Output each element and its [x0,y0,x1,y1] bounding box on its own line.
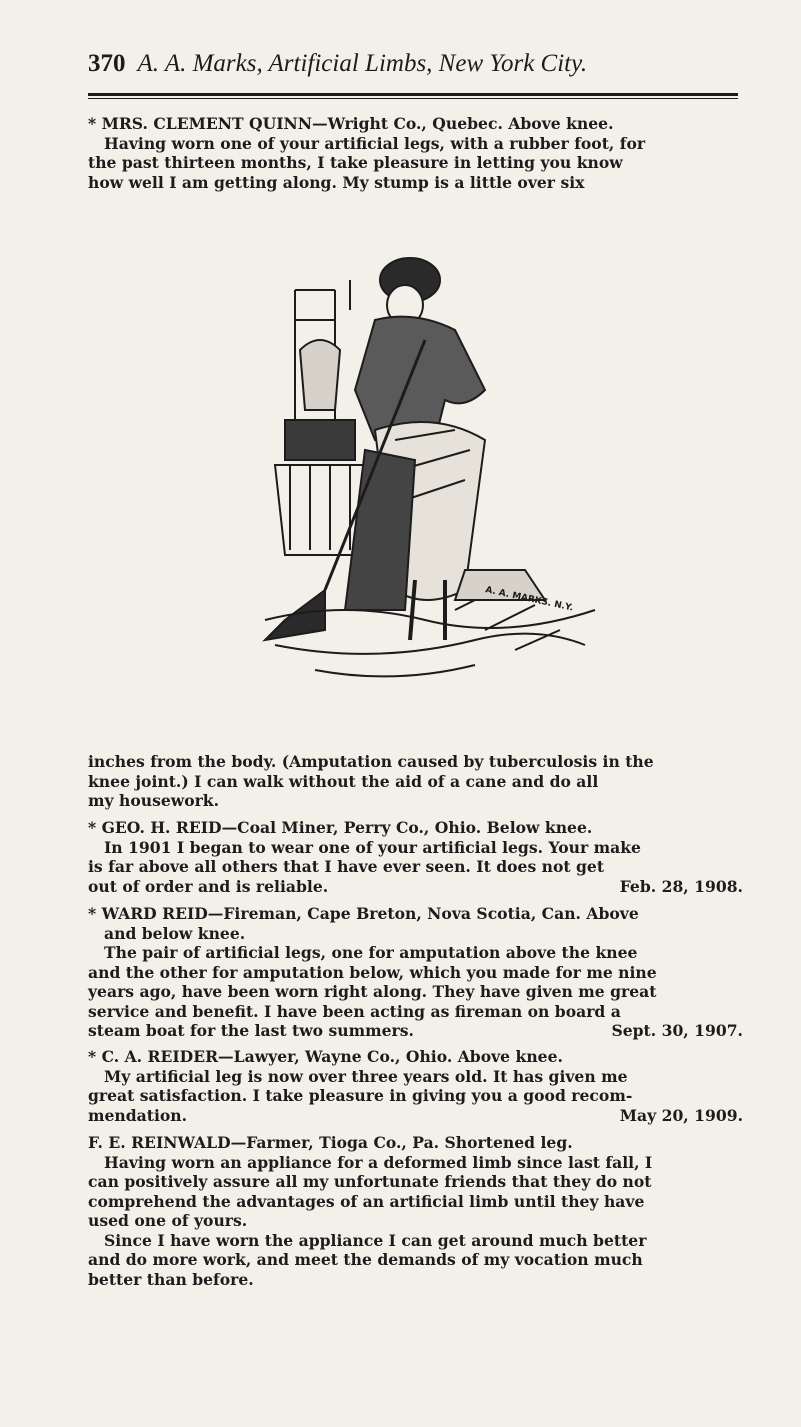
text-line: The pair of artificial legs, one for amputation above the knee [104,943,638,962]
text-line: service and benefit. I have been acting as fireman on board a [88,1001,621,1021]
text-line: used one of yours. [88,1211,248,1230]
entry-date: May 20, 1909. [619,1105,743,1125]
entry-heading: * C. A. REIDER—Lawyer, Wayne Co., Ohio. Above knee. [88,1047,563,1066]
text-line: Having worn an appliance for a deformed limb since last fall, I [104,1152,653,1172]
text-line: Since I have worn the appliance I can get around much better [104,1230,647,1250]
text-line: out of order and is reliable. [88,876,329,896]
text-line: years ago, have been worn right along. They have given me great [88,982,657,1001]
text-line: is far above all others that I have ever seen. It does not get [88,857,605,876]
text-line: In 1901 I began to wear one of your artificial legs. Your make [104,837,641,857]
woman-sweeping-illustration [255,250,600,700]
dateline [88,1106,743,1126]
text-line: how well I am getting along. My stump is a little over six [88,172,585,192]
dateline [88,877,743,897]
text-line: can positively assure all my unfortunate friends that they do not [88,1172,652,1191]
text-line: Having worn one of your artificial legs, with a rubber foot, for [104,133,646,153]
text-line: comprehend the advantages of an artificial limb until they have [88,1191,645,1211]
entry-heading: * WARD REID—Fireman, Cape Breton, Nova Scotia, Can. Above [88,904,639,923]
header-rule [88,93,738,96]
running-header [88,50,738,78]
text-line: mendation. [88,1105,188,1125]
text-line: and do more work, and meet the demands of my vocation much [88,1250,643,1269]
page-number: 370 [88,50,126,77]
testimonial-reider [88,1047,743,1125]
testimonial-ward-reid [88,904,743,1041]
text-line: knee joint.) I can walk without the aid of a cane and do all [88,771,599,791]
testimonial-quinn-bottom [88,752,743,811]
text-line: steam boat for the last two summers. [88,1021,414,1040]
entry-heading: * MRS. CLEMENT QUINN—Wright Co., Quebec. Above knee. [88,114,614,133]
header-title: A. A. Marks, Artificial Limbs, New York City. [137,50,588,77]
text-line: great satisfaction. I take pleasure in giving you a good recom- [88,1086,633,1105]
text-line: the past thirteen months, I take pleasure in letting you know [88,153,623,172]
entry-heading: * GEO. H. REID—Coal Miner, Perry Co., Ohio. Below knee. [88,818,593,837]
entry-heading-cont: and below knee. [104,923,246,943]
dateline [88,1021,743,1041]
header-rule-thin [88,98,738,99]
text-line: My artificial leg is now over three years old. It has given me [104,1066,628,1086]
illustration-marking: A. A. MARKS. N.Y. [484,585,575,614]
testimonial-quinn-top [88,114,743,192]
entry-date: Sept. 30, 1907. [611,1021,743,1040]
text-line: and the other for amputation below, which you made for me nine [88,962,657,982]
entry-heading: F. E. REINWALD—Farmer, Tioga Co., Pa. Shortened leg. [88,1133,573,1152]
text-line: inches from the body. (Amputation caused by tuberculosis in the [88,752,654,771]
testimonial-geo-reid [88,818,743,896]
testimonial-reinwald [88,1133,743,1289]
entry-date: Feb. 28, 1908. [619,876,743,896]
text-line: better than before. [88,1269,254,1289]
text-line: my housework. [88,791,220,810]
